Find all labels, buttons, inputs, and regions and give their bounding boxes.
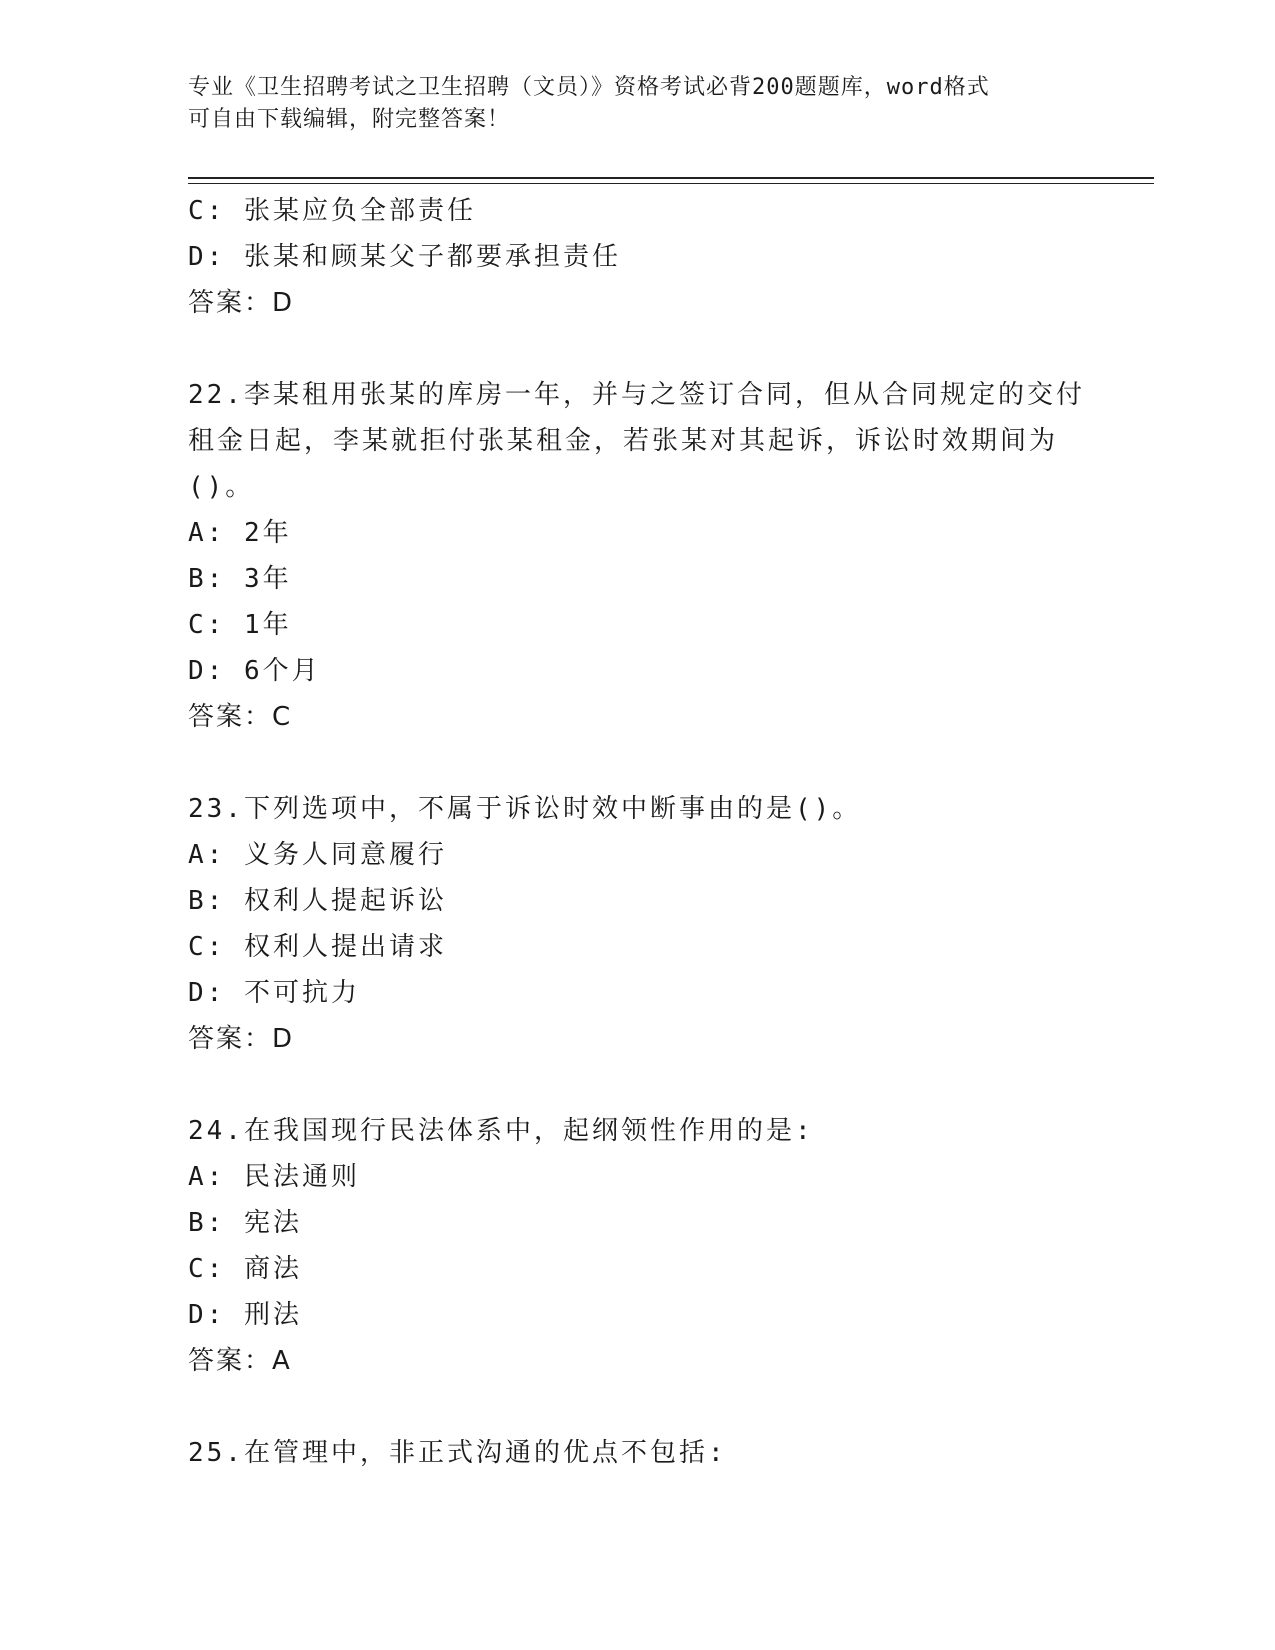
option-c bbox=[188, 924, 1088, 970]
option-d bbox=[188, 970, 1088, 1016]
option-label: C: bbox=[188, 610, 226, 640]
option-label: D: bbox=[188, 242, 226, 272]
header-line-2: 可自由下载编辑，附完整答案！ bbox=[188, 107, 511, 132]
option-text: 权利人提起诉讼 bbox=[243, 886, 447, 916]
option-text: 张某和顾某父子都要承担责任 bbox=[243, 242, 621, 272]
option-text: 张某应负全部责任 bbox=[243, 196, 476, 226]
option-label: A: bbox=[188, 518, 226, 548]
question-21-continued bbox=[188, 188, 1088, 326]
option-text: 民法通则 bbox=[243, 1162, 360, 1192]
option-text: 宪法 bbox=[243, 1208, 302, 1238]
answer-line: 答案：D bbox=[188, 1024, 295, 1054]
question-stem: 22.李某租用张某的库房一年，并与之签订合同，但从合同规定的交付 bbox=[188, 380, 1085, 410]
header-line-1: 专业《卫生招聘考试之卫生招聘（文员）》资格考试必背200题题库，word格式 bbox=[188, 75, 990, 100]
option-label: D: bbox=[188, 1300, 226, 1330]
option-a bbox=[188, 832, 1088, 878]
option-b bbox=[188, 878, 1088, 924]
option-label: C: bbox=[188, 196, 226, 226]
question-stem: 租金日起，李某就拒付张某租金，若张某对其起诉，诉讼时效期间为 bbox=[188, 426, 1059, 456]
question-stem: 25.在管理中，非正式沟通的优点不包括: bbox=[188, 1438, 727, 1468]
question-list bbox=[188, 188, 1088, 1476]
option-label: D: bbox=[188, 656, 226, 686]
option-c bbox=[188, 188, 1088, 234]
question-stem: ()。 bbox=[188, 472, 255, 502]
spacer bbox=[188, 740, 1088, 786]
question-23 bbox=[188, 786, 1088, 1062]
option-d bbox=[188, 234, 1088, 280]
option-d bbox=[188, 648, 1088, 694]
document-header bbox=[188, 72, 1088, 136]
option-text: 刑法 bbox=[243, 1300, 302, 1330]
option-a bbox=[188, 1154, 1088, 1200]
option-label: A: bbox=[188, 1162, 226, 1192]
option-label: C: bbox=[188, 932, 226, 962]
question-stem: 24.在我国现行民法体系中，起纲领性作用的是: bbox=[188, 1116, 814, 1146]
option-text: 商法 bbox=[243, 1254, 302, 1284]
option-text: 义务人同意履行 bbox=[243, 840, 447, 870]
option-label: B: bbox=[188, 1208, 226, 1238]
spacer bbox=[188, 1062, 1088, 1108]
option-label: B: bbox=[188, 564, 226, 594]
option-b bbox=[188, 556, 1088, 602]
spacer bbox=[188, 1384, 1088, 1430]
question-stem: 23.下列选项中，不属于诉讼时效中断事由的是()。 bbox=[188, 794, 862, 824]
spacer bbox=[188, 326, 1088, 372]
option-label: B: bbox=[188, 886, 226, 916]
option-text: 2年 bbox=[243, 518, 292, 548]
answer-line: 答案：A bbox=[188, 1346, 292, 1376]
question-25 bbox=[188, 1430, 1088, 1476]
option-text: 1年 bbox=[243, 610, 292, 640]
header-divider-thick bbox=[188, 177, 1154, 179]
answer-line: 答案：C bbox=[188, 702, 293, 732]
option-label: A: bbox=[188, 840, 226, 870]
option-c bbox=[188, 602, 1088, 648]
option-c bbox=[188, 1246, 1088, 1292]
answer-line: 答案：D bbox=[188, 288, 295, 318]
option-text: 6个月 bbox=[243, 656, 321, 686]
header-divider-thin bbox=[188, 183, 1154, 184]
option-a bbox=[188, 510, 1088, 556]
option-label: C: bbox=[188, 1254, 226, 1284]
option-b bbox=[188, 1200, 1088, 1246]
option-text: 权利人提出请求 bbox=[243, 932, 447, 962]
option-d bbox=[188, 1292, 1088, 1338]
option-label: D: bbox=[188, 978, 226, 1008]
option-text: 不可抗力 bbox=[243, 978, 360, 1008]
question-24 bbox=[188, 1108, 1088, 1384]
option-text: 3年 bbox=[243, 564, 292, 594]
question-22 bbox=[188, 372, 1088, 740]
